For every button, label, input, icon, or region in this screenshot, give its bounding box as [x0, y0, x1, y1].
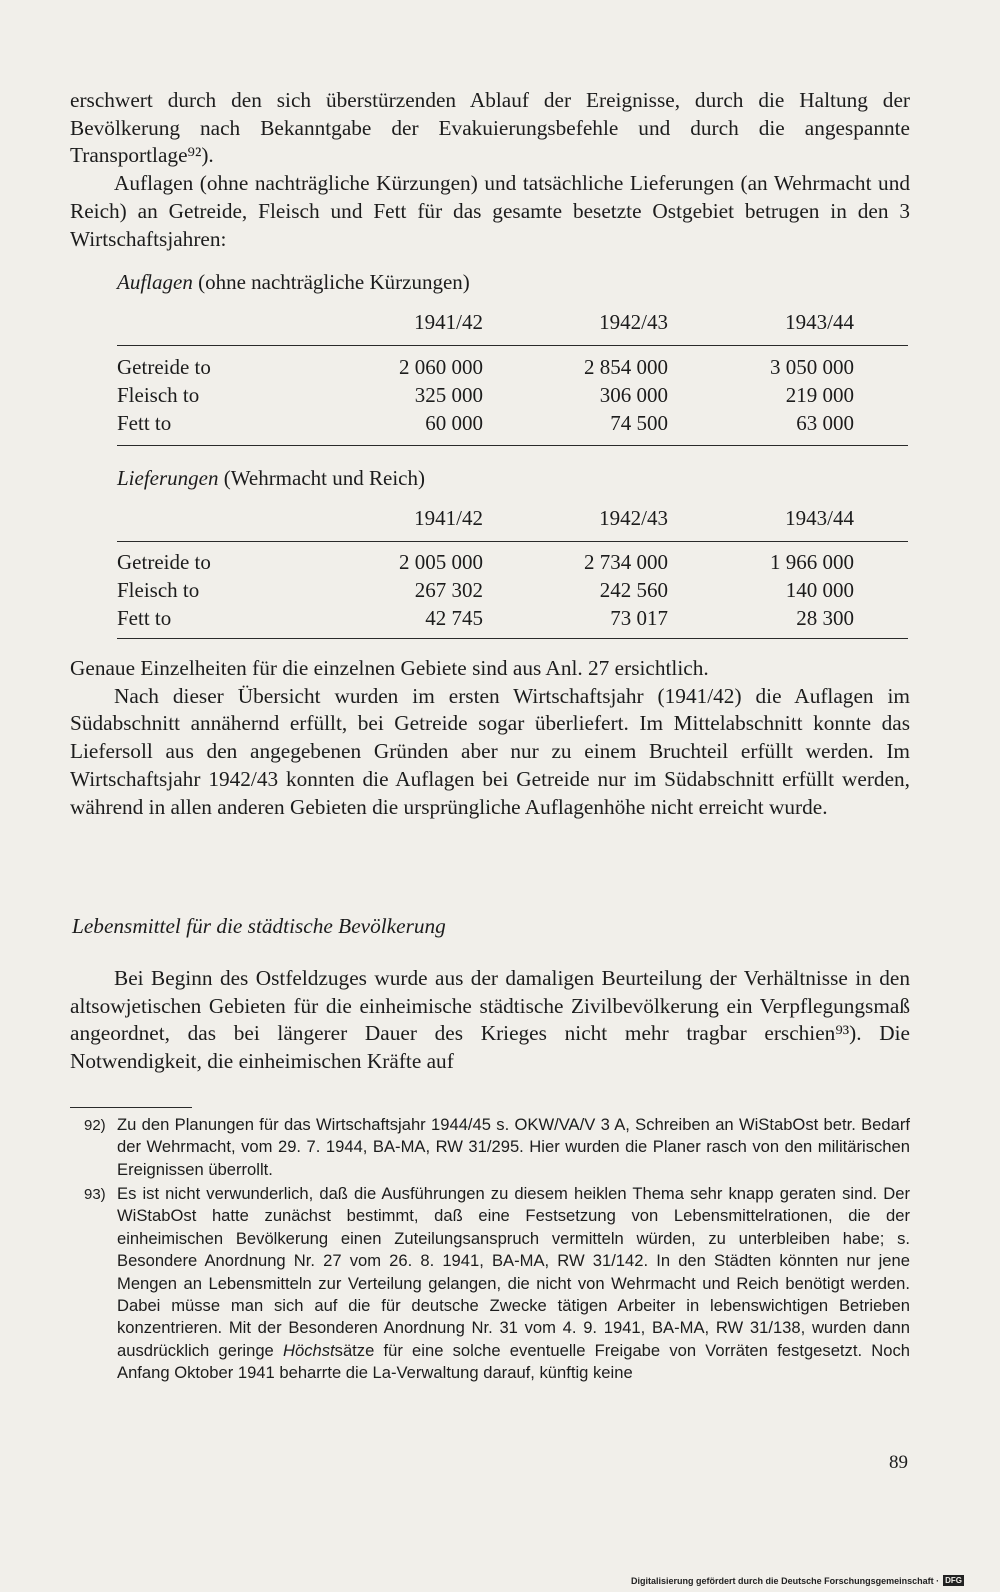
year-header: 1943/44: [785, 506, 854, 530]
footnote-93: [117, 1183, 910, 1385]
paragraph-reference: Genaue Einzelheiten für die einzelnen Gebiete sind aus Anl. 27 ersichtlich.: [70, 656, 709, 680]
text-block-top: [70, 87, 910, 253]
paragraph-section: Bei Beginn des Ostfeldzuges wurde aus der damaligen Beurteilung der Verhältnisse in den altsowjetischen Gebieten für die einheimische städtische Zivilbevölkerung ein Verpflegungsmaß angeordnet, das bei längerer Dauer des Krieges nicht mehr tragbar erschien⁹³). Die Notwendigkeit, die einheimischen Kräfte auf: [70, 966, 910, 1074]
row-label: Fleisch to: [117, 383, 200, 407]
digitization-credit: [631, 1575, 964, 1586]
cell-value: 2 734 000: [584, 550, 668, 574]
dfg-logo-icon: DFG: [945, 1576, 962, 1585]
table-row: [117, 383, 908, 411]
footnote-text: Es ist nicht verwunderlich, daß die Ausführungen zu diesem heiklen Thema sehr knapp geraten sind. Der WiStabOst hatte zunächst bestimmt, daß eine Festsetzung von Lebensmittelrationen, die der einheimischen Bevölkerung einen Zuteilungsanspruch vermitteln würden, zu unterbleiben habe; s. Besondere Anordnung Nr. 27 vom 26. 8. 1941, BA-MA, RW 31/142. In den Städten könnten nur jene Mengen an Lebensmitteln zur Verteilung gelangen, die nicht von Wehrmacht und Reich benötigt werden. Dabei müsse man sich auf die für deutsche Zwecke tätigen Arbeiter in lebenswichtigen Betrieben konzentrieren. Mit der Besonderen Anordnung Nr. 31 vom 4. 9. 1941, BA-MA, RW 31/138, wurden dann ausdrücklich geringe: [117, 1184, 910, 1360]
row-label: Fett to: [117, 606, 172, 630]
paragraph-intro-table: Auflagen (ohne nachträgliche Kürzungen) und tatsächliche Lieferungen (an Wehrmacht und Reich) an Getreide, Fleisch und Fett für das gesamte besetzte Ostgebiet betrugen in den 3 Wirtschaftsjahren:: [70, 171, 910, 251]
text-block-bottom: [70, 965, 910, 1076]
text-block-middle: [70, 655, 910, 821]
caption-rest: (ohne nachträgliche Kürzungen): [192, 270, 470, 294]
footnote-rule: [70, 1107, 192, 1108]
cell-value: 2 005 000: [399, 550, 483, 574]
cell-value: 73 017: [610, 606, 668, 630]
cell-value: 42 745: [425, 606, 483, 630]
table-rule: [117, 445, 908, 446]
year-header: 1942/43: [599, 310, 668, 334]
table-row: [117, 411, 908, 439]
paragraph-continuation: erschwert durch den sich überstürzenden Ablauf der Ereignisse, durch die Haltung der Bevölkerung nach Bekanntgabe der Evakuierungsbefehle und durch die angespannte Transportlage⁹²).: [70, 88, 910, 168]
row-label: Getreide to: [117, 550, 211, 574]
cell-value: 325 000: [414, 383, 483, 407]
footnote-92: Zu den Planungen für das Wirtschaftsjahr 1944/45 s. OKW/VA/V 3 A, Schreiben an WiStabOst betr. Bedarf der Wehrmacht, vom 29. 7. 1944, BA-MA, RW 31/295. Hier wurden die Planer rasch von den militärischen Ereignissen überrollt.: [117, 1115, 910, 1179]
cell-value: 140 000: [785, 578, 854, 602]
footnote-number: 92): [84, 1117, 106, 1134]
table-rule: [117, 638, 908, 639]
table-row: [117, 606, 908, 634]
cell-value: 63 000: [796, 411, 854, 435]
paragraph-analysis: Nach dieser Übersicht wurden im ersten Wirtschaftsjahr (1941/42) die Auflagen im Südabschnitt annähernd erfüllt, bei Getreide sogar überliefert. Im Mittelabschnitt konnte das Liefersoll aus den angegebenen Gründen aber nur zu einem Bruchteil erfüllt werden. Im Wirtschaftsjahr 1942/43 konnten die Auflagen bei Getreide nur im Südabschnitt erfüllt werden, während in allen anderen Gebieten die ursprüngliche Auflagenhöhe nicht erreicht wurde.: [70, 683, 910, 819]
caption-italic: Auflagen: [117, 270, 193, 294]
table-row: [117, 355, 908, 383]
table-caption: [117, 270, 470, 295]
year-header: 1941/42: [414, 310, 483, 334]
cell-value: 306 000: [599, 383, 668, 407]
cell-value: 267 302: [414, 578, 483, 602]
footnote-italic: Höchst: [282, 1340, 335, 1360]
row-label: Getreide to: [117, 355, 211, 379]
table-row: [117, 578, 908, 606]
row-label: Fleisch to: [117, 578, 200, 602]
cell-value: 2 854 000: [584, 355, 668, 379]
footnote-number: 93): [84, 1186, 106, 1203]
cell-value: 219 000: [785, 383, 854, 407]
caption-rest: (Wehrmacht und Reich): [218, 466, 425, 490]
section-heading: Lebensmittel für die städtische Bevölkerung: [72, 914, 446, 938]
cell-value: 1 966 000: [770, 550, 854, 574]
year-header: 1943/44: [785, 310, 854, 334]
cell-value: 2 060 000: [399, 355, 483, 379]
cell-value: 28 300: [796, 606, 854, 630]
year-header: 1942/43: [599, 506, 668, 530]
table-row: [117, 550, 908, 578]
cell-value: 3 050 000: [770, 355, 854, 379]
cell-value: 74 500: [610, 411, 668, 435]
cell-value: 242 560: [599, 578, 668, 602]
row-label: Fett to: [117, 411, 172, 435]
year-header: 1941/42: [414, 506, 483, 530]
page-number: 89: [889, 1452, 908, 1473]
table-header: [117, 506, 908, 534]
caption-italic: Lieferungen: [117, 466, 219, 490]
credit-text: Digitalisierung gefördert durch die Deutsche Forschungsgemeinschaft ·: [631, 1575, 940, 1586]
cell-value: 60 000: [425, 411, 483, 435]
table-rule: [117, 345, 908, 346]
table-caption: [117, 466, 425, 491]
footnote-text: sätze für eine solche eventuelle Freigabe von Vorräten festgesetzt. Noch Anfang Oktober 1941 beharrte die La-Verwaltung darauf, künftig keine: [117, 1340, 910, 1383]
table-header: [117, 310, 908, 338]
table-rule: [117, 541, 908, 542]
